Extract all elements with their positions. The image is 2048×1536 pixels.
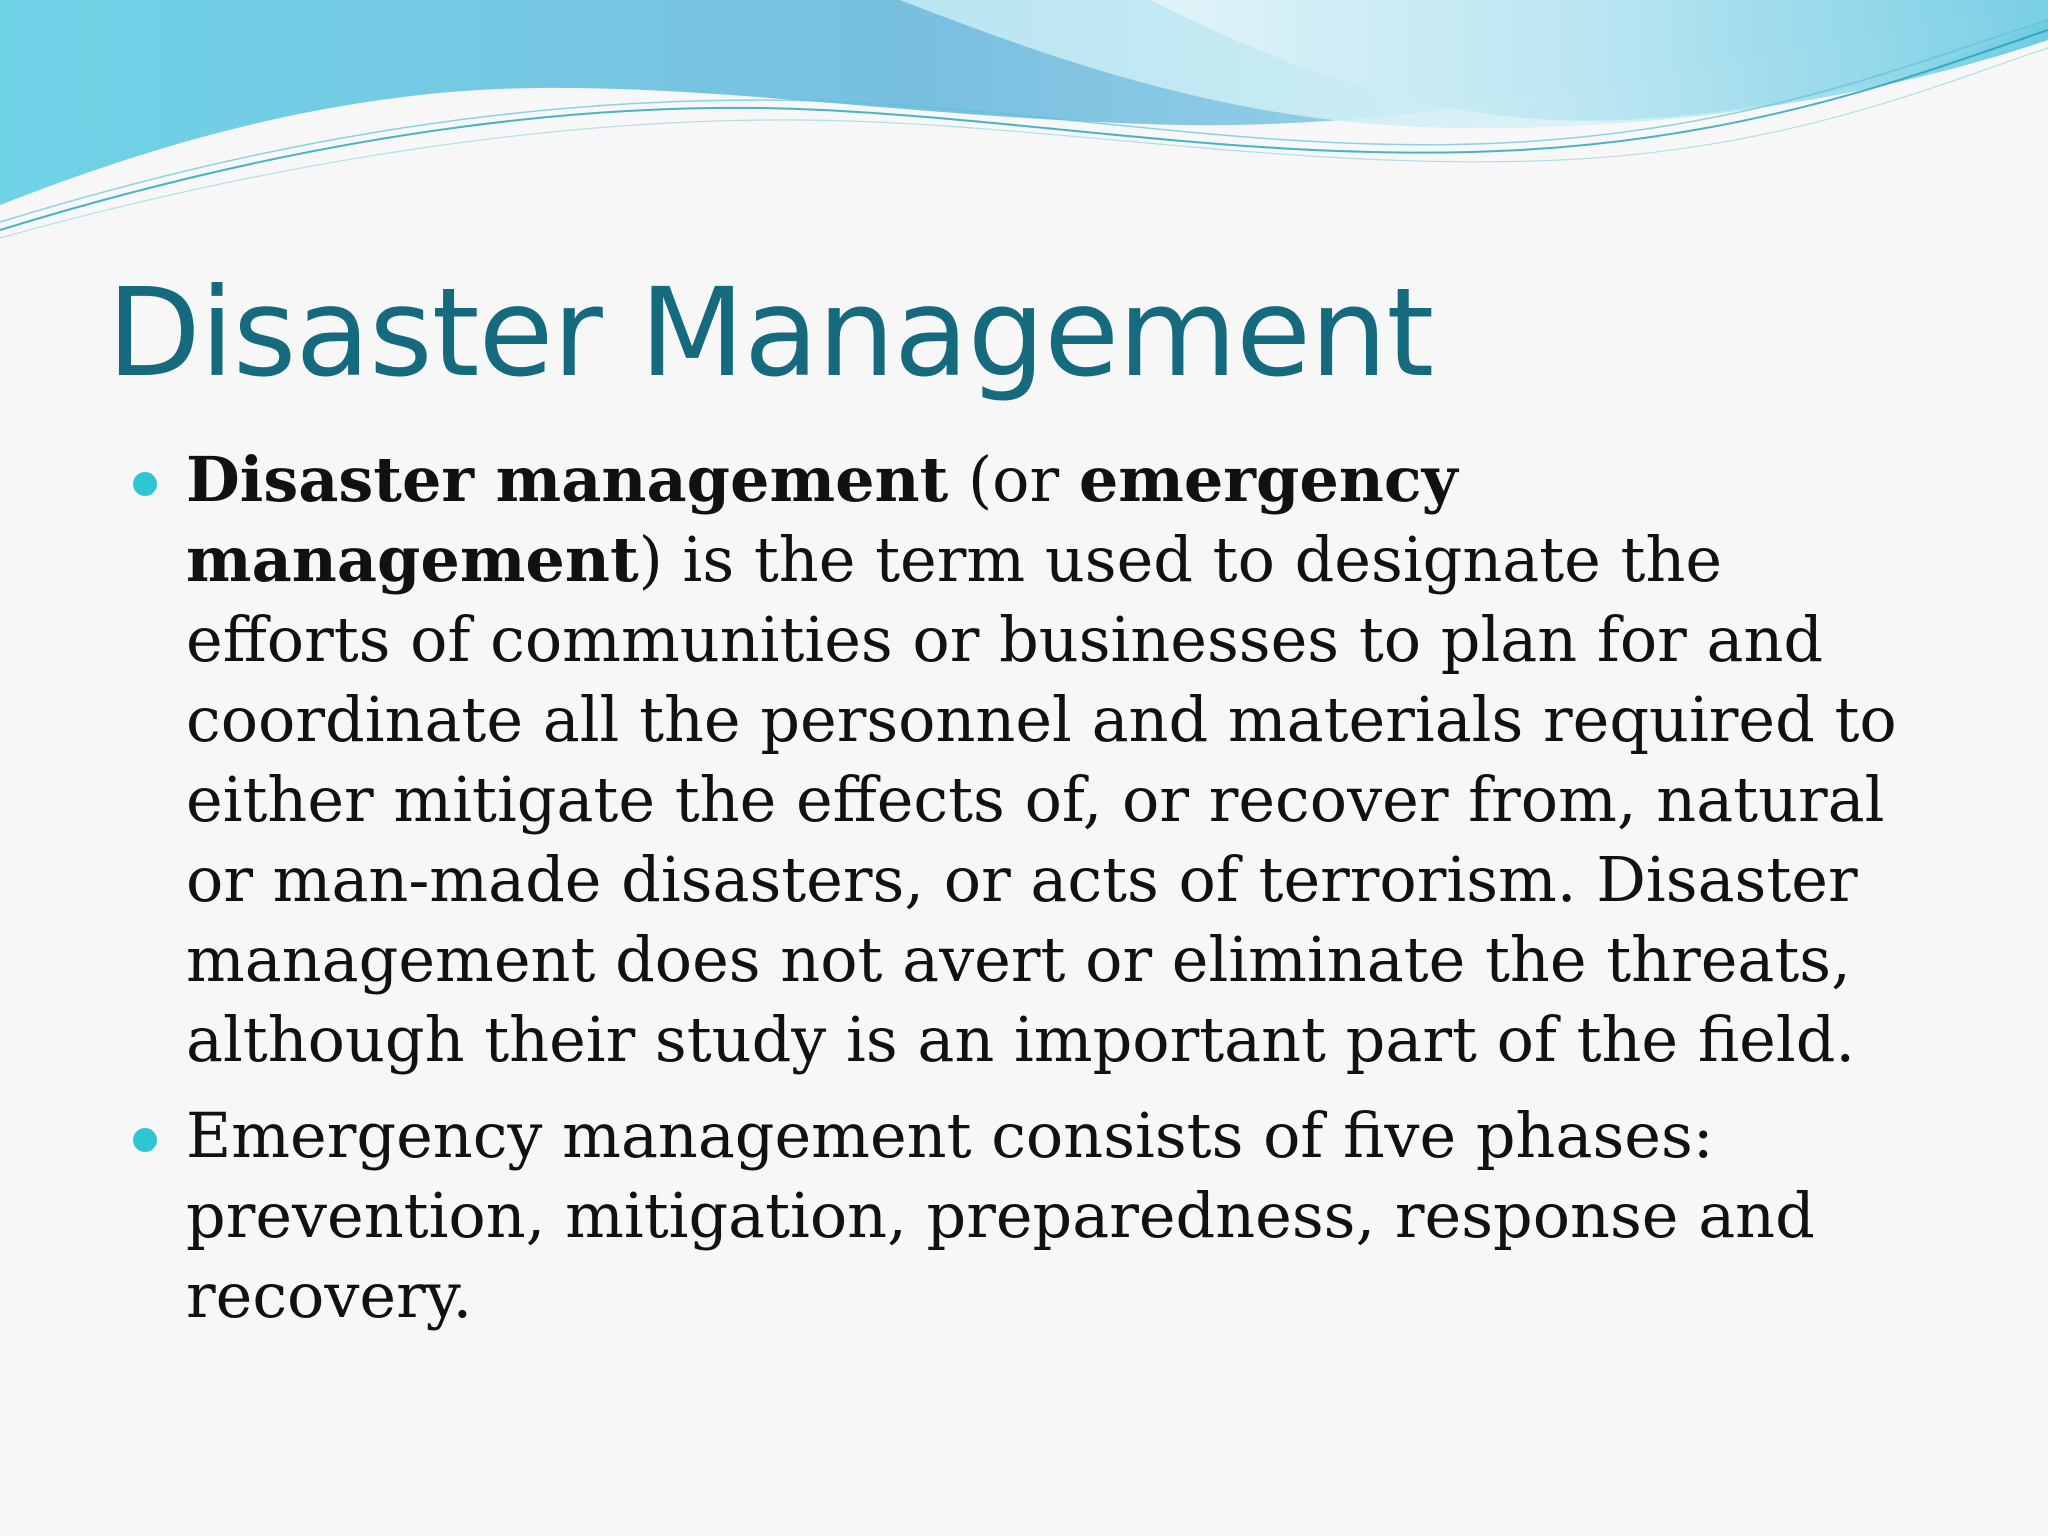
bullet-text-part: (or	[948, 443, 1079, 516]
bold-term-emergency-management: emergency management	[186, 443, 1458, 596]
bullet-icon	[133, 1128, 157, 1152]
bullet-list	[130, 440, 1920, 1352]
bullet-text: Emergency management consists of five phases: prevention, mitigation, preparedness, response and recovery.	[186, 1099, 1815, 1332]
bullet-item-definition	[130, 440, 1920, 1080]
bullet-icon	[133, 472, 157, 496]
bullet-text-part: ) is the term used to designate the efforts of communities or businesses to plan for and coordinate all the personnel and materials required to either mitigate the effects of, or recover from, natural or man-made disasters, or acts of terrorism. Disaster management does not avert or eliminate the threats, although their study is an important part of the field.	[186, 523, 1897, 1076]
slide-title: Disaster Management	[107, 262, 1434, 404]
bullet-item-phases	[130, 1096, 1920, 1336]
bold-term-disaster-management: Disaster management	[186, 443, 949, 516]
header-wave-decoration	[0, 0, 2048, 240]
